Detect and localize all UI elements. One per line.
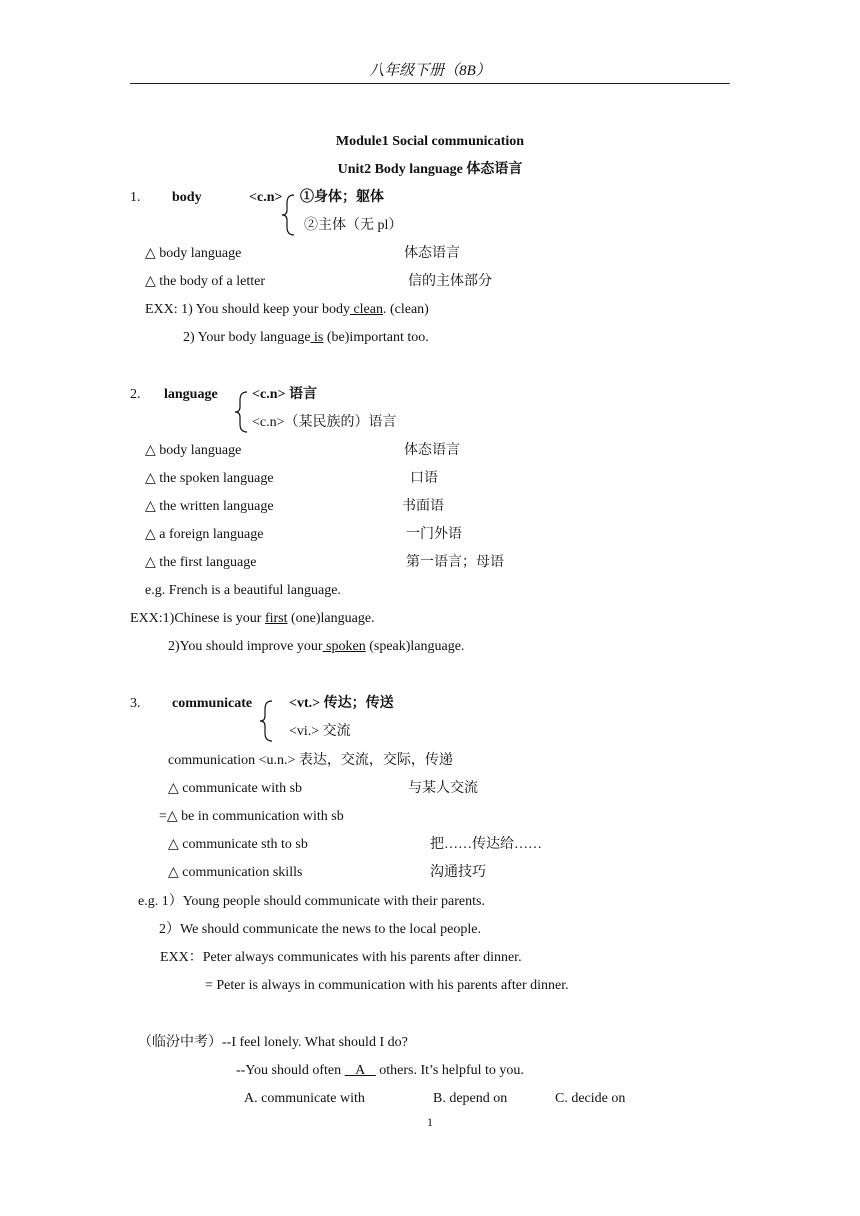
option-c: C. decide on: [555, 1091, 626, 1106]
definition-1: ①身体；躯体: [300, 190, 384, 205]
part-of-speech: <vt.> 传达；传送: [289, 696, 394, 711]
phrase-meaning: 体态语言: [404, 443, 460, 458]
option-b: B. depend on: [433, 1091, 508, 1106]
phrase-meaning: 与某人交流: [408, 781, 478, 796]
header-rule: [130, 83, 730, 84]
exercise-text: 2)You should improve your: [168, 639, 323, 654]
part-of-speech: <c.n> 语言: [252, 387, 317, 402]
exercise-text: (be)important too.: [323, 330, 429, 345]
phrase: △ the written language: [145, 499, 274, 514]
unit-title: Unit2 Body language 体态语言: [337, 162, 523, 177]
example-sentence: e.g. French is a beautiful language.: [145, 583, 341, 598]
exam-text: others. It’s helpful to you.: [375, 1063, 524, 1078]
phrase-meaning: 把……传达给……: [430, 837, 542, 852]
definition-2: <c.n>（某民族的）语言: [252, 415, 397, 430]
brace-icon: [258, 700, 274, 742]
phrase: △ the body of a letter: [145, 274, 266, 289]
brace-icon: [233, 391, 249, 433]
phrase: △ the spoken language: [145, 471, 274, 486]
entry-word: body: [172, 190, 202, 205]
exercise-line: EXX：Peter always communicates with his parents after dinner.: [160, 950, 522, 965]
entry-word: language: [164, 387, 218, 402]
phrase-meaning: 信的主体部分: [408, 274, 492, 289]
exercise-line: [130, 610, 375, 628]
module-title: Module1 Social communication: [335, 134, 525, 149]
example-sentence: 2）We should communicate the news to the local people.: [159, 922, 481, 937]
page-header: 八年级下册（8B）: [369, 63, 491, 79]
exercise-line: = Peter is always in communication with his parents after dinner.: [205, 978, 569, 993]
exercise-line: [168, 638, 464, 656]
exam-answer: A: [344, 1063, 376, 1078]
definition-2: <vi.> 交流: [289, 724, 351, 739]
exercise-text: . (clean): [382, 302, 429, 317]
phrase-meaning: 沟通技巧: [430, 865, 486, 880]
phrase-meaning: 书面语: [402, 499, 444, 514]
exercise-answer: is: [310, 330, 324, 345]
phrase-meaning: 第一语言；母语: [406, 555, 504, 570]
page-number: 1: [427, 1115, 433, 1129]
phrase-meaning: 一门外语: [406, 527, 462, 542]
option-a: A. communicate with: [244, 1091, 365, 1106]
phrase: △ communicate sth to sb: [168, 837, 308, 852]
phrase: △ body language: [145, 443, 242, 458]
exercise-line: [183, 329, 429, 347]
noun-form: communication <u.n.> 表达，交流，交际，传递: [168, 753, 453, 768]
brace-icon: [280, 194, 296, 236]
exercise-answer: spoken: [322, 639, 366, 654]
exercise-answer: clean: [349, 302, 383, 317]
exercise-answer: first: [264, 611, 288, 626]
part-of-speech: <c.n>: [249, 190, 283, 205]
exam-question-line: [236, 1062, 524, 1080]
definition-2: ②主体（无 pl）: [304, 218, 403, 233]
phrase: △ body language: [145, 246, 242, 261]
entry-number: 3.: [130, 696, 141, 711]
exercise-text: (speak)language.: [365, 639, 465, 654]
exam-text: --You should often: [236, 1063, 345, 1078]
example-sentence: e.g. 1）Young people should communicate with their parents.: [138, 894, 485, 909]
phrase: △ the first language: [145, 555, 257, 570]
exercise-text: (one)language.: [287, 611, 375, 626]
entry-word: communicate: [172, 696, 253, 711]
phrase: △ communicate with sb: [168, 781, 303, 796]
exercise-text: EXX:1)Chinese is your: [130, 611, 265, 626]
exercise-text: EXX: 1) You should keep your body: [145, 302, 350, 317]
exam-question: （临汾中考）--I feel lonely. What should I do?: [138, 1035, 408, 1050]
phrase: △ communication skills: [168, 865, 303, 880]
phrase-meaning: 口语: [410, 471, 438, 486]
phrase-meaning: 体态语言: [404, 246, 460, 261]
entry-number: 2.: [130, 387, 141, 402]
entry-number: 1.: [130, 190, 141, 205]
exercise-line: [145, 301, 429, 319]
exercise-text: 2) Your body language: [183, 330, 311, 345]
phrase: △ a foreign language: [145, 527, 264, 542]
phrase: =△ be in communication with sb: [159, 809, 344, 824]
